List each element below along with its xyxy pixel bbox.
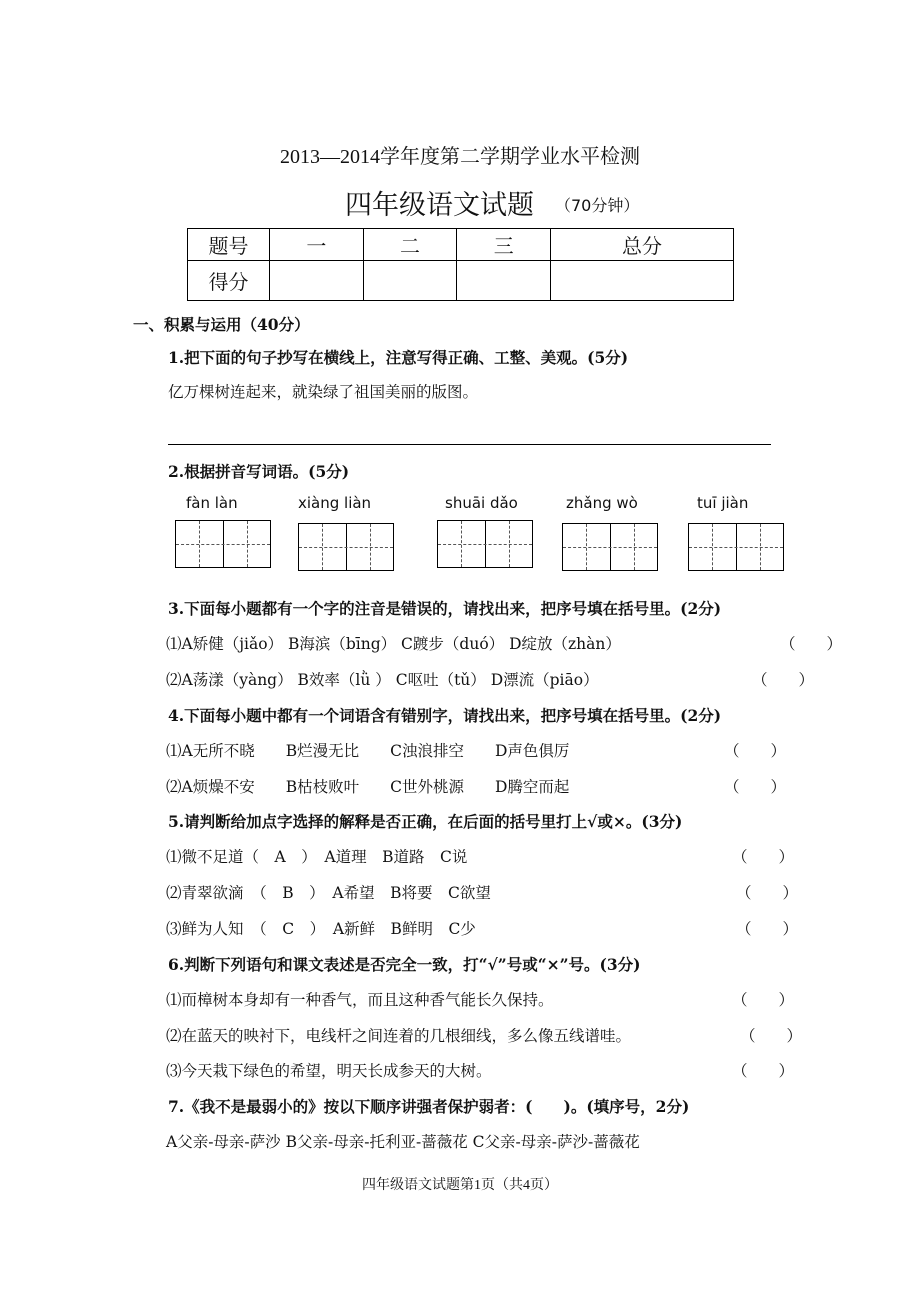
question-item: ⑵A烦燥不安 B枯枝败叶 C世外桃源 D腾空而起: [166, 778, 570, 796]
answer-line[interactable]: [168, 444, 771, 445]
question-prompt: 3.下面每小题都有一个字的注音是错误的，请找出来，把序号填在括号里。(2分): [168, 599, 722, 618]
answer-paren[interactable]: （ ）: [752, 671, 815, 689]
question-item: ⑵青翠欲滴 （ B ） A希望 B将要 C欲望: [166, 884, 491, 902]
score-table-cell: 一: [270, 229, 364, 261]
section-title: 一、积累与运用（40分）: [133, 315, 310, 334]
question-item: ⑴A矫健（jiǎo） B海滨（bīng） C踱步（duó） D绽放（zhàn）: [166, 635, 621, 653]
question-prompt: 2.根据拼音写词语。(5分): [168, 462, 350, 481]
pinyin-label: xiàng liàn: [298, 494, 372, 512]
answer-paren[interactable]: （ ）: [736, 920, 799, 938]
question-prompt: 6.判断下列语句和课文表述是否完全一致，打“√”号或“×”号。(3分): [168, 955, 641, 974]
exam-duration: （70分钟）: [555, 196, 640, 215]
pinyin-label: zhǎng wò: [566, 494, 638, 512]
score-input-cell[interactable]: [551, 261, 734, 301]
question-prompt: 5.请判断给加点字选择的解释是否正确，在后面的括号里打上√或×。(3分): [168, 812, 683, 831]
score-input-cell[interactable]: [457, 261, 551, 301]
question-options: A父亲-母亲-萨沙 B父亲-母亲-托利亚-蔷薇花 C父亲-母亲-萨沙-蔷薇花: [166, 1133, 640, 1151]
answer-paren[interactable]: （ ）: [724, 778, 787, 796]
score-table-cell: 二: [363, 229, 457, 261]
score-table-score-row: [188, 261, 734, 301]
question-item: ⑵A荡漾（yàng） B效率（lǜ ） C呕吐（tǔ） D漂流（piāo）: [166, 671, 599, 689]
question-prompt: 4.下面每小题中都有一个词语含有错别字，请找出来，把序号填在括号里。(2分): [168, 706, 722, 725]
score-table-cell: 题号: [188, 229, 270, 261]
score-input-cell[interactable]: [270, 261, 364, 301]
score-input-cell[interactable]: [363, 261, 457, 301]
answer-paren[interactable]: （ ）: [732, 848, 795, 866]
question-item: ⑴而樟树本身却有一种香气，而且这种香气能长久保持。: [166, 991, 554, 1009]
pinyin-label: fàn làn: [186, 494, 238, 512]
writing-grid[interactable]: [688, 523, 784, 571]
writing-grid[interactable]: [562, 523, 658, 571]
question-prompt: 7.《我不是最弱小的》按以下顺序讲强者保护弱者：( )。(填序号，2分): [168, 1097, 690, 1116]
question-item: ⑴微不足道（ A ） A道理 B道路 C说: [166, 848, 468, 866]
writing-grid[interactable]: [175, 520, 271, 568]
score-table-cell: 得分: [188, 261, 270, 301]
writing-grid[interactable]: [437, 520, 533, 568]
score-table-cell: 总分: [551, 229, 734, 261]
exam-subtitle: 2013—2014学年度第二学期学业水平检测: [280, 146, 640, 168]
answer-paren[interactable]: （ ）: [724, 742, 787, 760]
page-footer: 四年级语文试题第1页（共4页）: [362, 1178, 558, 1193]
answer-paren[interactable]: （ ）: [736, 884, 799, 902]
score-table-cell: 三: [457, 229, 551, 261]
pinyin-label: tuī jiàn: [697, 494, 749, 512]
question-item: ⑴A无所不晓 B烂漫无比 C浊浪排空 D声色俱厉: [166, 742, 570, 760]
answer-paren[interactable]: （ ）: [780, 635, 843, 653]
question-item: ⑶今天栽下绿色的希望，明天长成参天的大树。: [166, 1062, 492, 1080]
answer-paren[interactable]: （ ）: [732, 991, 795, 1009]
answer-paren[interactable]: （ ）: [740, 1027, 803, 1045]
writing-grid[interactable]: [298, 523, 394, 571]
question-prompt: 1.把下面的句子抄写在横线上，注意写得正确、工整、美观。(5分): [168, 348, 629, 367]
question-text: 亿万棵树连起来，就染绿了祖国美丽的版图。: [168, 383, 479, 401]
pinyin-label: shuāi dǎo: [445, 494, 518, 512]
exam-title: 四年级语文试题: [345, 190, 534, 221]
question-item: ⑶鲜为人知 （ C ） A新鲜 B鲜明 C少: [166, 920, 476, 938]
question-item: ⑵在蓝天的映衬下，电线杆之间连着的几根细线，多么像五线谱哇。: [166, 1027, 632, 1045]
score-table-header-row: [188, 229, 734, 261]
score-table: [187, 228, 734, 301]
answer-paren[interactable]: （ ）: [732, 1062, 795, 1080]
